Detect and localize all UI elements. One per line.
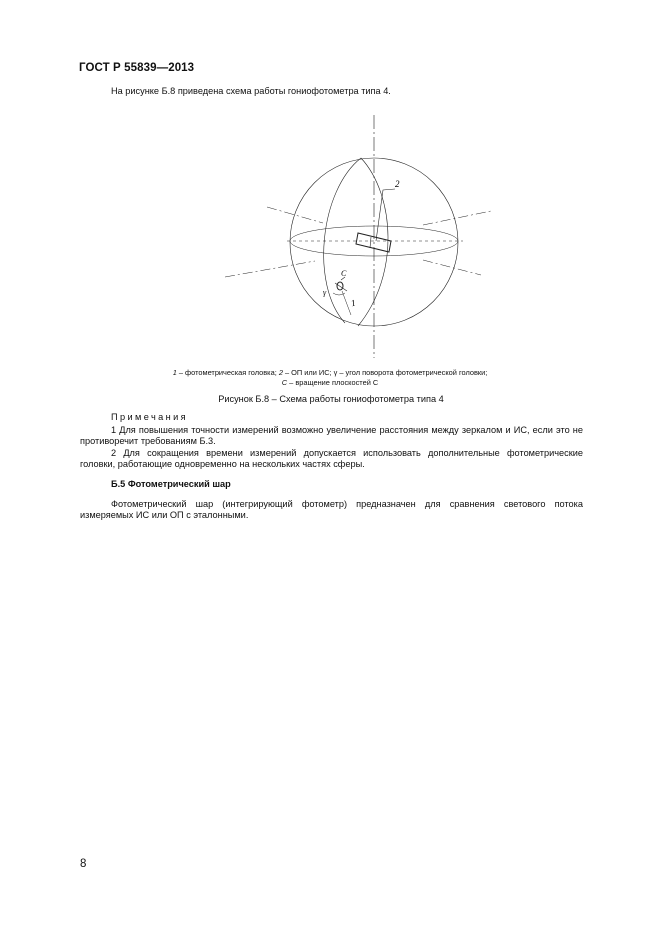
ray-upper-left bbox=[267, 207, 323, 223]
leader-line-1 bbox=[342, 291, 351, 315]
intro-paragraph: На рисунке Б.8 приведена схема работы гониофотометра типа 4. bbox=[111, 86, 391, 96]
legend-num-1: 1 bbox=[172, 368, 177, 377]
page-number: 8 bbox=[80, 858, 87, 870]
ray-lower-left bbox=[225, 261, 315, 277]
ray-upper-right bbox=[423, 211, 491, 225]
label-gamma: γ bbox=[323, 288, 327, 297]
figure-legend bbox=[120, 368, 540, 388]
figure-caption: Рисунок Б.8 – Схема работы гониофотометра типа 4 bbox=[218, 394, 444, 404]
light-source-box bbox=[356, 233, 391, 252]
meridian-arc-right bbox=[358, 158, 388, 326]
goniophotometer-diagram bbox=[195, 115, 555, 360]
legend-num-2: 2 bbox=[278, 368, 283, 377]
meridian-arc-left bbox=[324, 158, 361, 323]
legend-text-1: – фотометрическая головка; bbox=[176, 368, 279, 377]
section-paragraph: Фотометрический шар (интегрирующий фотометр) предназначен для сравнения светового потока измеряемых ИС или ОП с эталонными. bbox=[80, 499, 583, 521]
legend-num-c: C bbox=[281, 378, 288, 387]
source-box-inner bbox=[370, 237, 371, 248]
label-1: 1 bbox=[350, 297, 357, 309]
legend-text-3: – вращение плоскостей C bbox=[287, 378, 379, 387]
notes-title: Примечания bbox=[111, 412, 189, 422]
legend-text-2: – ОП или ИС; γ – угол поворота фотометрической головки; bbox=[282, 368, 488, 377]
label-c: C bbox=[341, 269, 347, 278]
leader-line-2 bbox=[376, 189, 395, 241]
standard-header: ГОСТ Р 55839—2013 bbox=[79, 62, 195, 74]
section-heading: Б.5 Фотометрический шар bbox=[111, 479, 231, 489]
note-2: 2 Для сокращения времени измерений допускается использовать дополнительные фотометрические головки, работающие одновременно на нескольких частях сферы. bbox=[80, 448, 583, 470]
note-1: 1 Для повышения точности измерений возможно увеличение расстояния между зеркалом и ИС, если это не противоречит требованиям Б.3. bbox=[80, 425, 583, 447]
label-2: 2 bbox=[395, 179, 400, 189]
